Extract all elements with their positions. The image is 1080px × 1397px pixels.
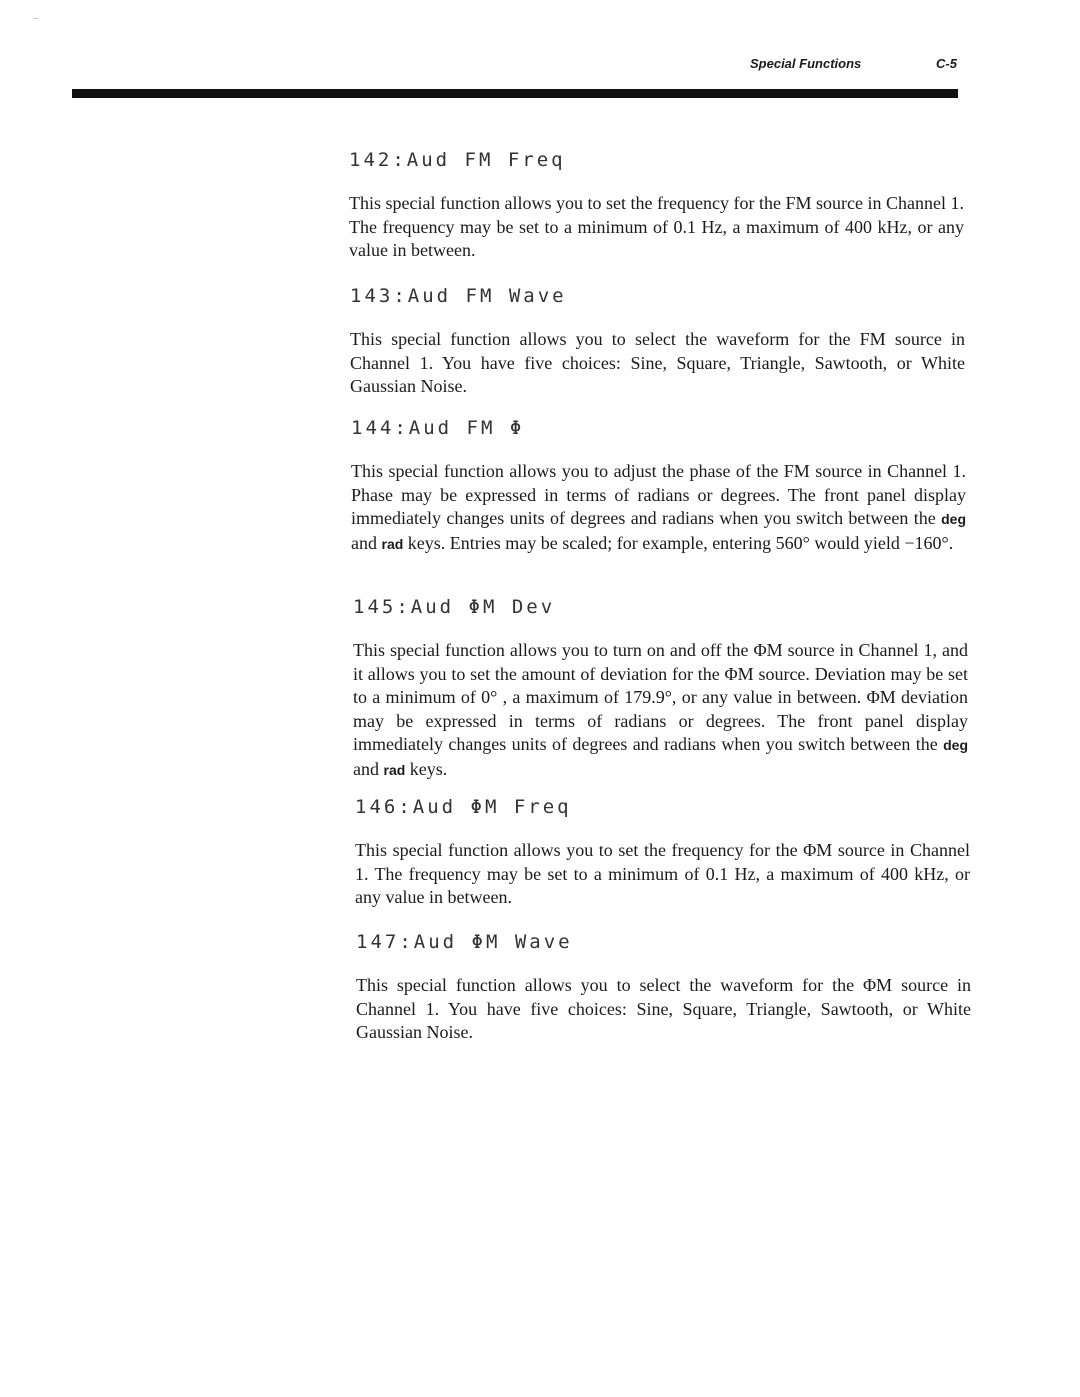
entry-145 [353,595,968,782]
entry-title: 145:Aud ΦM Dev [353,596,556,618]
entry-title: 146:Aud ΦM Freq [355,796,572,818]
entry-body: This special function allows you to set the frequency for the ΦM source in Channel 1. The frequency may be set to a minimum of 0.1 Hz, a maximum of 400 kHz, or any value in between. [355,840,970,907]
entry-147 [356,930,971,1045]
body-text: keys. Entries may be scaled; for example, entering 560° would yield −160°. [407,532,954,553]
entry-144 [351,416,966,556]
entry-title: 142:Aud FM Freq [349,149,566,171]
entry-body: This special function allows you to set the frequency for the FM source in Channel 1. The frequency may be set to a minimum of 0.1 Hz, a maximum of 400 kHz, or any value in between. [349,193,964,260]
section-title: Special Functions [750,56,862,71]
entry-body: This special function allows you to select the waveform for the FM source in Channel 1. You have five choices: Sine, Square, Triangle, Sawtooth, or White Gaussian Noise. [350,329,965,396]
body-text: and [351,532,377,553]
body-text: This special function allows you to adjust the phase of the FM source in Channel 1. Phase may be expressed in terms of radians or degrees. The front panel display immediately changes units of degrees and radians when you switch between the [351,461,966,528]
entry-title: 143:Aud FM Wave [350,285,567,307]
body-text: and [353,758,379,779]
entry-146 [355,795,970,910]
entry-body [353,639,968,782]
body-text: This special function allows you to turn on and off the ΦM source in Channel 1, and it allows you to set the amount of deviation for the ΦM source. Deviation may be set to a minimum of 0° , a maximum of 179.9°, or any value in between. ΦM deviation may be expressed in terms of radians or degrees. The front panel display immediately changes units of degrees and radians when you switch between the [353,640,968,754]
deg-key-label: deg [941,511,966,527]
entry-142 [349,148,964,263]
entry-body [351,460,966,556]
body-text: keys. [409,758,448,779]
entry-body: This special function allows you to select the waveform for the ΦM source in Channel 1. You have five choices: Sine, Square, Triangle, Sawtooth, or White Gaussian Noise. [356,975,971,1042]
running-header [700,56,960,76]
rad-key-label: rad [381,535,404,552]
scan-speck [33,18,38,19]
rad-key-label: rad [383,761,406,778]
header-rule [72,89,958,98]
page-number: C-5 [936,56,957,71]
entry-143 [350,284,965,399]
entry-title: 147:Aud ΦM Wave [356,931,573,953]
entry-title: 144:Aud FM Φ [351,417,525,439]
deg-key-label: deg [943,737,968,753]
